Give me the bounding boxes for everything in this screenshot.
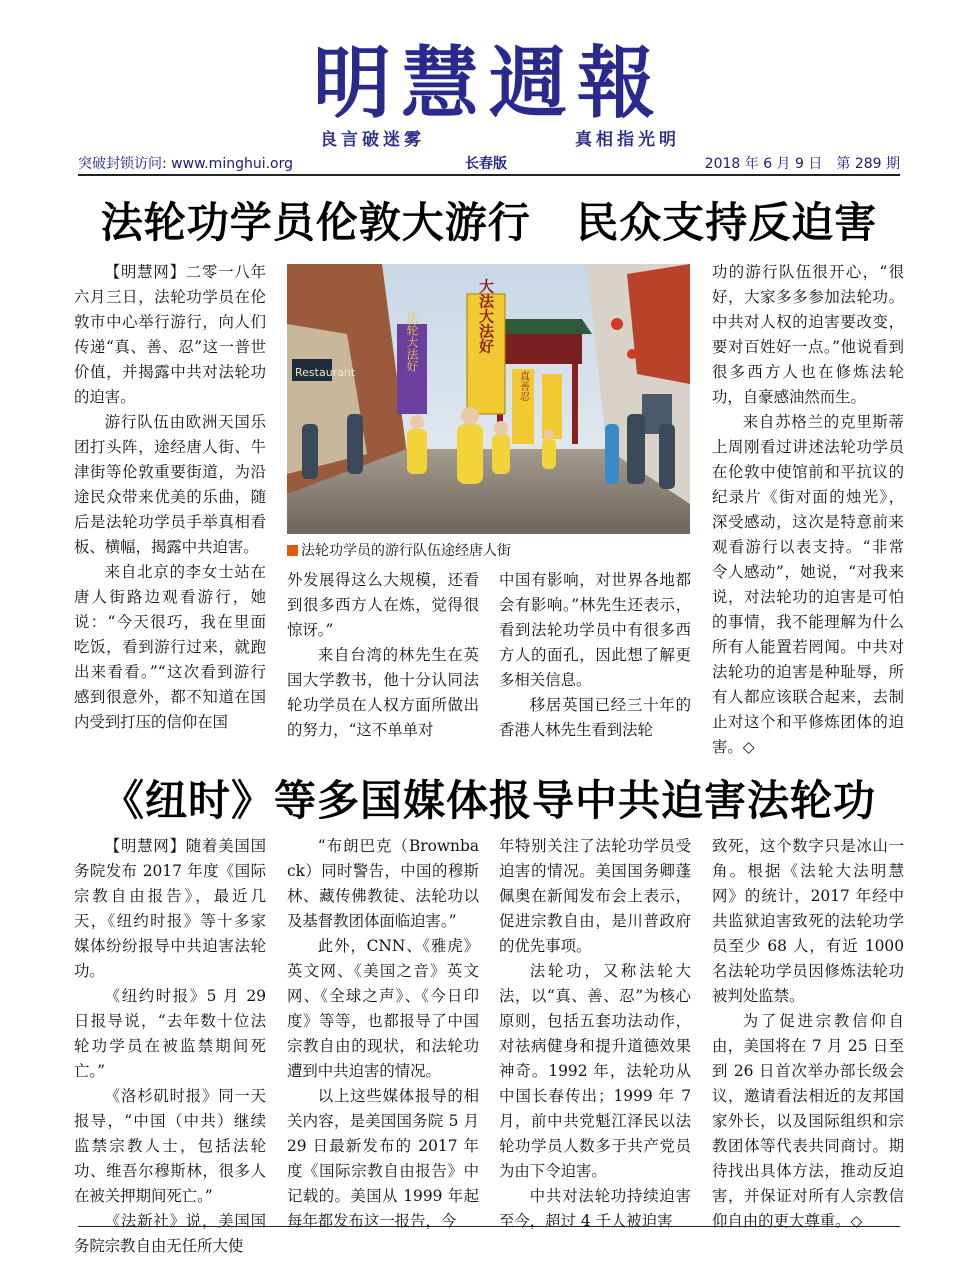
parade-photo-illustration: [287, 264, 690, 534]
restaurant-sign: Restaurant: [295, 366, 356, 379]
paragraph-text: 为了促进宗教信仰自由，美国将在 7 月 25 日至到 26 日首次举办部长级会议，邀请看法相近的友邦国家外长，以及国际组织和宗教团体等代表共同商讨。期待找出具体方法，推动反迫害，并保证对所有人宗教信仰自由的更大尊重。◇: [712, 1012, 904, 1230]
article1-column-4: [712, 260, 904, 760]
paragraph: [74, 260, 266, 410]
paragraph-text: 致死，这个数字只是冰山一角。根据《法轮大法明慧网》的统计，2017 年经中共监狱迫害致死的法轮功学员至少 68 人，有近 1000 名法轮功学员因修炼法轮功被判处监禁。: [712, 837, 904, 1005]
banner-text-1: 大法大法好: [477, 278, 495, 354]
paragraph-text: 来自苏格兰的克里斯蒂上周刚看过讲述法轮功学员在伦敦中使馆前和平抗议的纪录片《街对面的烛光》，深受感动，这次是特意前来观看游行以表支持。“非常令人感动”，她说，“对我来说，对法轮功的迫害是可怕的事情，我不能理解为什么所有人能置若罔闻。中共对法轮功的迫害是种耻辱，所有人都应该联合起来，去制止对这个和平修炼团体的迫害。◇: [712, 413, 904, 756]
paragraph-text: 以上这些媒体报导的相关内容，是美国国务院 5 月 29 日最新发布的 2017 年度《国际宗教自由报告》中记载的。美国从 1999 年起每年都发布这一报告，今: [287, 1087, 479, 1230]
parade-photo: [287, 264, 690, 534]
paragraph: [74, 834, 266, 984]
article2-column-3: [499, 834, 691, 1234]
paragraph-text: 功的游行队伍很开心，“很好，大家多多参加法轮功。中共对人权的迫害要改变，要对百姓好一点。”他说看到很多西方人也在修炼法轮功，自豪感油然而生。: [712, 263, 904, 406]
paragraph: [712, 410, 904, 760]
source-tag: 【明慧网】: [104, 263, 186, 281]
paragraph-text: 外发展得这么大规模，还看到很多西方人在炼，觉得很惊讶。”: [287, 571, 479, 639]
paragraph-text: 来自台湾的林先生在英国大学教书，他十分认同法轮功学员在人权方面所做出的努力，“这不单单对: [287, 646, 479, 739]
masthead-title: 明慧週報: [312, 39, 665, 129]
paragraph: [499, 693, 691, 743]
article1-column-3: [499, 568, 691, 743]
caption-square-icon: [287, 545, 298, 556]
slogan: [320, 125, 680, 150]
paragraph: [74, 1084, 266, 1209]
paragraph: [287, 1084, 479, 1234]
article1-column-2: [287, 568, 479, 743]
paragraph-text: 法轮功，又称法轮大法，以“真、善、忍”为核心原则，包括五套功法动作，对祛病健身和提升道德效果神奇。1992 年，法轮功从中国长春传出；1999 年 7 月，前中共党魁江泽民以法轮功学员人数多于共产党员为由下令迫害。: [499, 962, 691, 1180]
paragraph: [287, 834, 479, 934]
paragraph: [712, 260, 904, 410]
edition-label: 长春版: [465, 156, 507, 172]
paragraph-text: 《法新社》说，美国国务院宗教自由无任所大使: [74, 1212, 266, 1255]
access-url[interactable]: 突破封锁访问: www.minghui.org: [78, 156, 294, 172]
paragraph-text: 游行队伍由欧洲天国乐团打头阵，途经唐人街、牛津街等伦敦重要街道，为沿途民众带来优美的乐曲，随后是法轮功学员手举真相看板、横幅，揭露中共迫害。: [74, 413, 266, 556]
paragraph-text: 年特别关注了法轮功学员受迫害的情况。美国国务卿蓬佩奥在新闻发布会上表示，促进宗教自由，是川普政府的优先事项。: [499, 837, 691, 955]
paragraph: [499, 959, 691, 1184]
paragraph-text: 《洛杉矶时报》同一天报导，“中国（中共）继续监禁宗教人士，包括法轮功、维吾尔穆斯林，很多人在被关押期间死亡。”: [74, 1087, 266, 1205]
paragraph: [74, 1209, 266, 1259]
paragraph-text: 随着美国国务院发布 2017 年度《国际宗教自由报告》，最近几天，《纽约时报》等十多家媒体纷纷报导中共迫害法轮功。: [74, 837, 266, 980]
info-bar: [78, 150, 900, 176]
masthead: [0, 40, 978, 128]
banner-text-2: 法轮大法好: [405, 312, 419, 372]
paragraph-text: 二零一八年六月三日，法轮功学员在伦敦市中心举行游行，向人们传递“真、善、忍”这一普世价值，并揭露中共对法轮功的迫害。: [74, 263, 266, 406]
paragraph: [287, 643, 479, 743]
paragraph: [712, 834, 904, 1009]
source-tag: 【明慧网】: [104, 837, 186, 855]
article2-headline: 《纽时》等多国媒体报导中共迫害法轮功: [101, 776, 876, 825]
article1-headline: 法轮功学员伦敦大游行 民众支持反迫害: [100, 198, 878, 247]
bottom-rule: [78, 1226, 900, 1227]
paragraph: [287, 934, 479, 1084]
slogan-right: 真相指光明: [575, 130, 680, 150]
paragraph: [499, 834, 691, 959]
article2-column-1: [74, 834, 266, 1259]
paragraph-text: 此外，CNN、《雅虎》英文网、《美国之音》英文网、《全球之声》、《今日印度》等等，也都报导了中国宗教自由的现状，和法轮功遭到中共迫害的情况。: [287, 937, 479, 1080]
paragraph: [499, 568, 691, 693]
paragraph: [712, 1009, 904, 1234]
paragraph-text: 《纽约时报》5 月 29 日报导说，“去年数十位法轮功学员在被监禁期间死亡。”: [74, 987, 266, 1080]
photo-caption-text: 法轮功学员的游行队伍途经唐人街: [301, 543, 511, 559]
banner-text-3: 真善忍: [517, 371, 529, 401]
paragraph-text: 移居英国已经三十年的香港人林先生看到法轮: [499, 696, 691, 739]
date-issue: 2018 年 6 月 9 日 第 289 期: [704, 156, 900, 172]
paragraph-text: “布朗巴克（Brownback）同时警告，中国的穆斯林、藏传佛教徒、法轮功以及基督教团体面临迫害。”: [287, 837, 479, 930]
paragraph-text: 中共对法轮功持续迫害至今，超过 4 千人被迫害: [499, 1187, 691, 1230]
paragraph: [74, 984, 266, 1084]
article1-column-1: [74, 260, 266, 735]
paragraph: [74, 410, 266, 560]
paragraph: [287, 568, 479, 643]
paragraph: [74, 560, 266, 735]
article2-column-2: [287, 834, 479, 1234]
paragraph-text: 来自北京的李女士站在唐人街路边观看游行，她说：“今天很巧，我在里面吃饭，看到游行过来，就跑出来看看。”“这次看到游行感到很意外，都不知道在国内受到打压的信仰在国: [74, 563, 266, 731]
photo-caption: [287, 540, 690, 562]
paragraph-text: 中国有影响，对世界各地都会有影响。”林先生还表示，看到法轮功学员中有很多西方人的面孔，因此想了解更多相关信息。: [499, 571, 691, 689]
article2-column-4: [712, 834, 904, 1234]
slogan-left: 良言破迷雾: [320, 130, 425, 150]
